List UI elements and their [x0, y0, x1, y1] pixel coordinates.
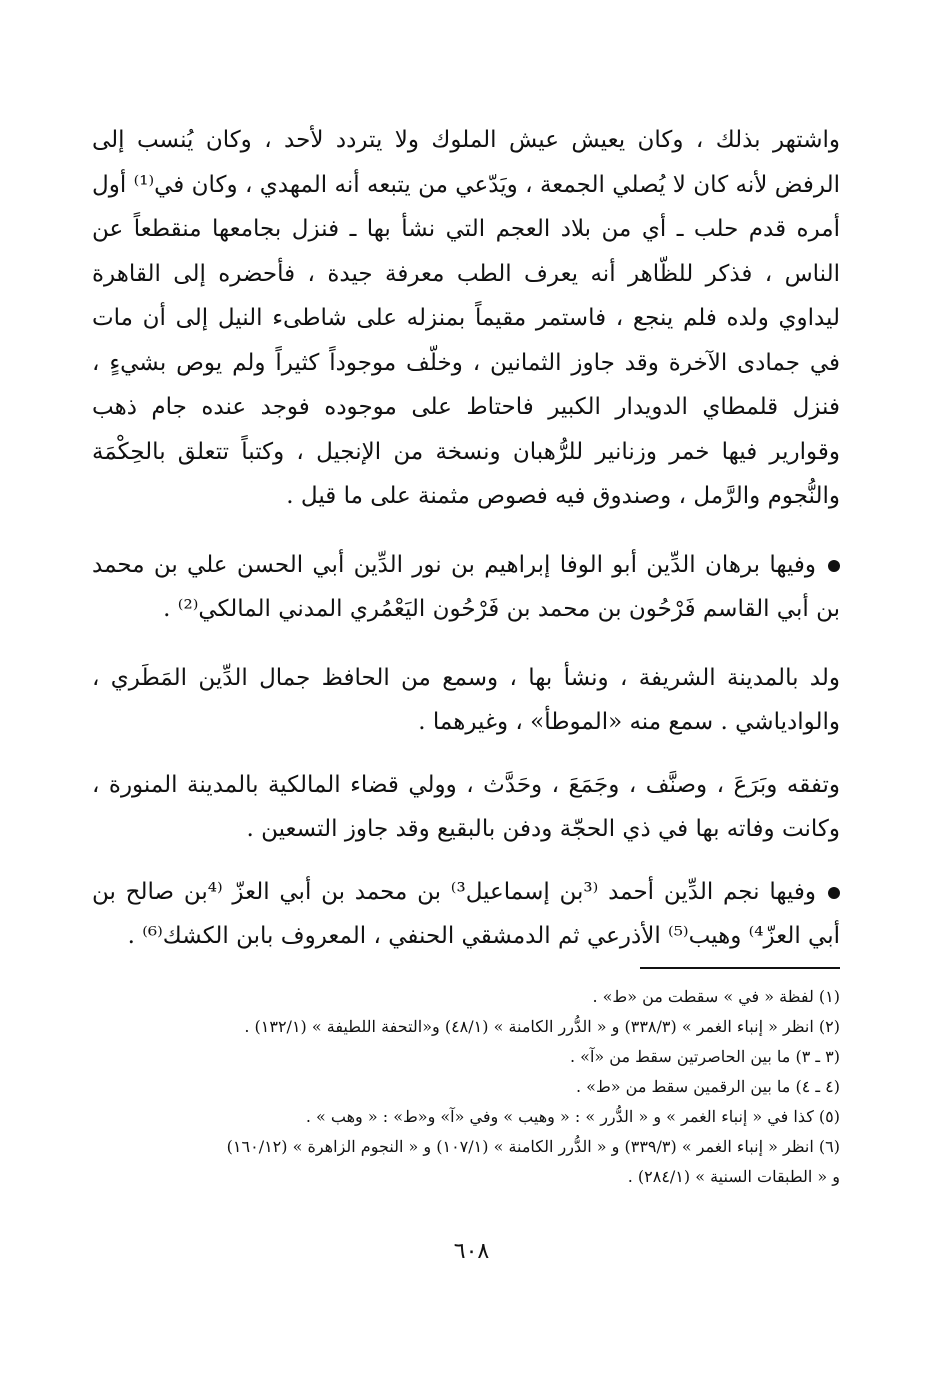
- paragraph-text: واشتهر بذلك ، وكان يعيش عيش الملوك ولا يتردد لأحد ، وكان يُنسب إلى الرفض لأنه كان لا يُصلي الجمعة ، ويَدّعي من يتبعه أنه المهدي ، وكان في⁽¹⁾ أول أمره قدم حلب ـ أي من بلاد العجم التي نشأ بها ـ فنزل بجامعها منقطعاً عن الناس ، فذكر للظّاهر أنه يعرف الطب معرفة جيدة ، فأحضره إلى القاهرة ليداوي ولده فلم ينجع ، فاستمر مقيماً بمنزله على شاطىء النيل إلى أن مات في جمادى الآخرة وقد جاوز الثمانين ، وخلّف موجوداً كثيراً ولم يوص بشيءٍ ، فنزل قلمطاي الدويدار الكبير فاحتاط على موجوده فوجد عنده جام ذهب وقوارير فيها خمر وزنانير للرُّهبان ونسخة من الإنجيل ، وكتباً تتعلق بالحِكْمَة والنُّجوم والرَّمل ، وصندوق فيه فصوص مثمنة على ما قيل .: [92, 127, 840, 509]
- paragraph-text: وفيها نجم الدِّين أحمد ⁽³بن إسماعيل³⁾ بن محمد بن أبي العزّ ⁽⁴بن صالح بن أبي العزّ⁴⁾ وهيب⁽⁵⁾ الأذرعي ثم الدمشقي الحنفي ، المعروف بابن الكشك⁽⁶⁾ .: [92, 878, 840, 949]
- footnote-2: (٢) انظر « إنباء الغمر » (٣٣٨/٣) و « الدُّرر الكامنة » (٤٨/١) و«التحفة اللطيفة » (١٣٢/١) .: [244, 1017, 840, 1036]
- footnote-5: (٥) كذا في « إنباء الغمر » و « الدُّرر » : « وهيب » وفي «آ» و«ط» : « وهب » .: [305, 1107, 840, 1126]
- paragraph-text: وفيها برهان الدِّين أبو الوفا إبراهيم بن نور الدِّين أبي الحسن علي بن محمد بن أبي القاسم فَرْحُون بن محمد بن فَرْحُون اليَعْمُري المدني المالكي⁽²⁾ .: [92, 551, 840, 622]
- footnotes: [60, 982, 840, 1192]
- footnote-separator: [640, 967, 840, 969]
- paragraph-entry-burhan-al-din: [92, 543, 840, 632]
- footnote-6: (٦) انظر « إنباء الغمر » (٣٣٩/٣) و « الدُّرر الكامنة » (١٠٧/١) و « النجوم الزاهرة » (١٦٠/١٢): [226, 1137, 840, 1156]
- footnote-6-continued: و « الطبقات السنية » (٢٨٤/١) .: [627, 1167, 840, 1186]
- page-number: ٦٠٨: [453, 1239, 490, 1264]
- footnote-1: (١) لفظة « في » سقطت من «ط» .: [592, 987, 840, 1006]
- footnote-3: (٣ ـ ٣) ما بين الحاصرتين سقط من «آ» .: [570, 1047, 840, 1066]
- bullet-icon: [828, 887, 840, 899]
- paragraph-text: ولد بالمدينة الشريفة ، ونشأ بها ، وسمع من الحافظ جمال الدِّين المَطَري ، والوادياشي . سمع منه «الموطأ» ، وغيرهما .: [92, 664, 840, 735]
- paragraph-birth: [92, 656, 840, 745]
- bullet-icon: [828, 560, 840, 572]
- paragraph-text: وتفقه وبَرَعَ ، وصنَّف ، وجَمَعَ ، وحَدَّث ، وولي قضاء المالكية بالمدينة المنورة ، وكانت وفاته بها في ذي الحجّة ودفن بالبقيع وقد جاوز التسعين .: [92, 771, 840, 842]
- main-text: [92, 118, 840, 959]
- footnote-4: (٤ ـ ٤) ما بين الرقمين سقط من «ط» .: [576, 1077, 840, 1096]
- paragraph-career: [92, 763, 840, 852]
- paragraph-entry-najm-al-din: [92, 870, 840, 959]
- paragraph-biography-continued: [92, 118, 840, 519]
